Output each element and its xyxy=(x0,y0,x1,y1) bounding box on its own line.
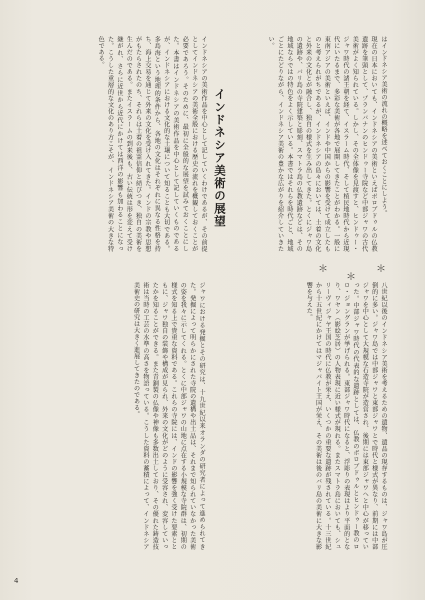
upper-right-column: 現在の日本においても、インドネシアの美術といえばボロブドゥルの仏教遺跡を筆頭として、プランバナンのヒンドゥー寺院など中部ジャワの古代美術がよく知られている。しかし、その全体像を見渡すと、ヒンドゥー・ジャワ時代の諸王朝を経て、イスラーム時代、そして植民地時代から近現代にいたるまで、多彩な美術が各地で展開してきたことがわかる。一般に東南アジアの美術といえば、インドや中国からの影響を受けて成立したものと考えられがちであるが、インドネシアの島々においては、土着の文化と外来の文化とが融合し、独自の様式を生み出してきた。とくにジャワ島の遺跡や、バリ島の寺院建築と彫刻、スマトラ島の仏教遺跡などは、その地域ならではの特色をよく示している。本書ではそれらを時代ごと、地域ごとにたどりながら、インドネシア美術の豊かな広がりを紹介していきたい。 xyxy=(267,36,377,252)
section-heading: インドネシア美術の展望 xyxy=(213,88,227,228)
intro-line: はインドネシア美術の流れの概略を述べておくことにしよう。 xyxy=(380,36,387,217)
asterisk-3: ＊ xyxy=(318,264,328,275)
upper-left-column: インドネシアの美術作品を中心として記していくわけであるが、その前提としてインドネシアの美術全般における歴史の流れを概観しておくことが必要であろう。そのために、最初に全般的な展望を試みておくことにした。本書はインドネシアの美術作品を中心として記していくものであるが、インドネシアにおける文化的な土壌について知ることも大切である。多島海という地理的条件から、各地の文化はそれぞれに異なる性格を持ち、海上交易を通じて外来の文化を受け入れてきた。インドの宗教や思想がもたらされたのち、それらは土着の祖霊信仰と結びつき、独自の美術を生んだのである。またイスラームの到来後も、古い伝統は形を変えて受け継がれ、さらに近世から近代にかけては西洋の影響も加わることになった。こうした重層的な文化のあり方こそが、インドネシア美術の大きな特色である。 xyxy=(97,36,207,252)
section-divider xyxy=(200,258,390,283)
page-number: 4 xyxy=(14,577,19,585)
lower-right-column: 八世紀以後のインドネシア美術を考えるための遺物、遺品の現存するものは、ジャワ島が圧倒的に多い。ジャワ島では中部ジャワと東部ジャワとで時代と様式が異なり、前期には中部ジャワを中心として大規模な石造寺院が造営され、後期には東部ジャワへと中心が移っていった。中部ジャワ時代の代表的な遺跡としては、仏教のボロブドゥルとヒンドゥー教のロロ・ジョングランが挙げられる。東部ジャワ時代になると、浮彫りの表現はより平面的となり、ワヤン（影絵芝居）の人物表現に近い様式が現れる。またスマトラ島においても、シュリーヴィジャヤ王国の時代に仏教が栄え、いくつかの重要な遺跡が残されている。十三世紀から十五世紀にかけてはマジャパイト王国が栄え、その美術は後のバリ島の美術に大きな影響を与えた。 xyxy=(305,282,387,550)
asterisk-2: ＊ xyxy=(346,272,356,283)
asterisk-1: ＊ xyxy=(376,264,386,275)
lower-left-column: ジャワにおける発掘とその研究は、十九世紀以来オランダの研究者によって進められてきた。発掘によって明らかにされた寺院の遺構や出土品は、それまで知られていなかった美術の姿を我々に示してくれる。とくに中部ジャワの山地に点在する小規模な寺院群は、初期の様式を知る上で貴重な資料である。これらの寺院には、インドの影響を強く受けた要素とともに、ジャワ独自の装飾や構成が見られ、外来の文化がどのように受容され、変容していったかを知ることができる。また青銅製の仏像や神像も多数出土しており、その優れた鋳造技術は当時の工芸の水準の高さを物語っている。こうした資料の蓄積によって、インドネシア美術史の研究は大きく進展してきたのである。 xyxy=(132,282,205,550)
